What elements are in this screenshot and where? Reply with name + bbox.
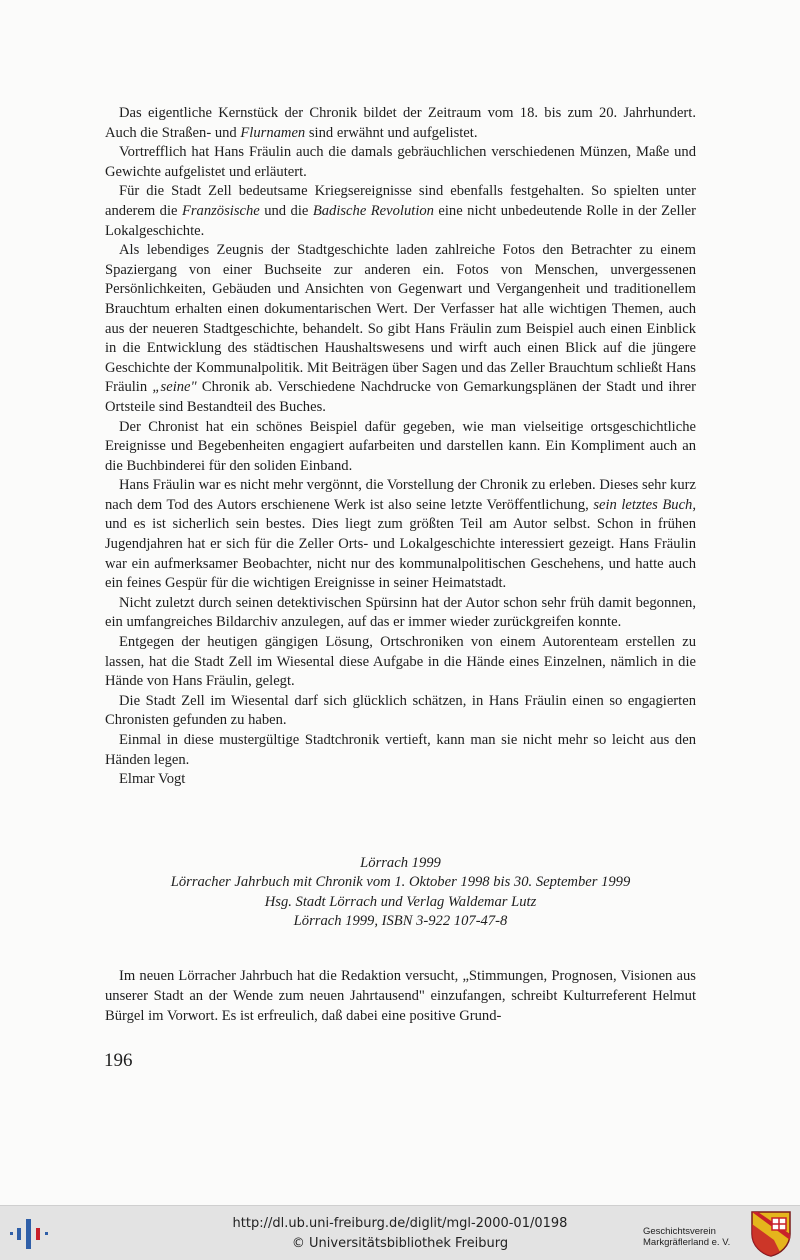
society-line-2: Markgräflerland e. V.	[643, 1237, 731, 1248]
permalink-url[interactable]: http://dl.ub.uni-freiburg.de/diglit/mgl-2000-01/0198	[232, 1216, 568, 1231]
bib-isbn: Lörrach 1999, ISBN 3-922 107-47-8	[293, 913, 508, 930]
viewer-footer	[0, 1205, 800, 1260]
italic-term: Badische Revolution	[312, 202, 434, 219]
italic-term: „seine"	[152, 379, 197, 396]
coat-of-arms-icon	[750, 1210, 792, 1258]
paragraph: Nicht zuletzt durch seinen detektivischen Spürsinn hat der Autor schon sehr früh damit begonnen, ein umfangreiches Bildarchiv anzulegen, auf das er immer wieder zurückgreifen konnte.	[105, 594, 696, 631]
paragraph: Das eigentliche Kernstück der Chronik bildet der Zeitraum vom 18. bis zum 20. Jahrhundert. Auch die Straßen- und Flurnamen sind erwähnt und aufgelistet.	[105, 105, 696, 141]
paragraph: Als lebendiges Zeugnis der Stadtgeschichte laden zahlreiche Fotos den Betrachter zu einem Spaziergang von einer Buchseite zur anderen ein. Fotos von Menschen, unvergessenen Persönlichkeiten, Gebäuden und Ansichten von Gegenwart und Vergangenheit und traditionellem Brauchtum erhalten einen dokumentarischen Wert. Der Verfasser hat alle wichtigen Themen, auch aus der neueren Stadtgeschichte, behandelt. So gibt Hans Fräulin zum Beispiel auch einen Einblick in die Entwicklung des städtischen Haushaltswesens und wirft auch einen Blick auf die jüngere Geschichte der Kommunalpolitik. Mit Beiträgen über Sagen und das Zeller Brauchtum schließt Hans Fräulin „seine" Chronik ab. Verschiedene Nachdrucke von Gemarkungsplänen der Stadt und ihrer Ortsteile sind Bestandteil des Buches.	[105, 242, 696, 415]
copyright-notice: © Universitätsbibliothek Freiburg	[291, 1236, 509, 1251]
bib-subtitle: Lörracher Jahrbuch mit Chronik vom 1. Oktober 1998 bis 30. September 1999	[170, 874, 631, 891]
paragraph: Die Stadt Zell im Wiesental darf sich glücklich schätzen, in Hans Fräulin einen so engagierten Chronisten gefunden zu haben.	[105, 692, 696, 729]
page-number: 196	[104, 1050, 133, 1071]
review-text	[105, 104, 696, 790]
society-name	[643, 1226, 730, 1248]
paragraph: Einmal in diese mustergültige Stadtchronik vertieft, kann man sie nicht mehr so leicht aus den Händen legen.	[105, 732, 696, 768]
paragraph: Der Chronist hat ein schönes Beispiel dafür gegeben, wie man vielseitige ortsgeschichtliche Ereignisse und Begebenheiten engagiert aufarbeiten und darstellen kann. Ein Kompliment auch an die Buchbinderei für den soliden Einband.	[105, 418, 696, 474]
bib-title: Lörrach 1999	[360, 855, 441, 871]
author-signature: Elmar Vogt	[119, 771, 186, 788]
society-line-1: Geschichtsverein	[643, 1226, 716, 1237]
italic-term: sein letztes Buch,	[593, 496, 697, 513]
paragraph: Entgegen der heutigen gängigen Lösung, Ortschroniken von einem Autorenteam erstellen zu lassen, hat die Stadt Zell im Wiesental diese Aufgabe in die Hände eines Einzelnen, nämlich in die Hände von Hans Fräulin, gelegt.	[105, 634, 696, 690]
italic-term: Flurnamen	[240, 124, 306, 141]
bibliography-block	[105, 854, 696, 932]
second-review	[105, 966, 696, 1026]
bib-publisher: Hsg. Stadt Lörrach und Verlag Waldemar Lutz	[264, 893, 537, 910]
paragraph: Vortrefflich hat Hans Fräulin auch die damals gebräuchlichen verschiedenen Münzen, Maße und Gewichte aufgelistet und erläutert.	[105, 144, 696, 180]
paragraph: Hans Fräulin war es nicht mehr vergönnt, die Vorstellung der Chronik zu erleben. Dieses sehr kurz nach dem Tod des Autors erschienene Werk ist also seine letzte Veröffentlichung, sein letztes Buch, und es ist sicherlich sein bestes. Dies liegt zum größten Teil am Autor selbst. Schon in frühen Jugendjahren hat er sich für die Zeller Orts- und Lokalgeschichte interessiert gezeigt. Hans Fräulin war ein aufmerksamer Beobachter, nicht nur des kommunalpolitischen Geschehens, und hatte auch ein feines Gespür für die wichtigen Ereignisse in seiner Heimatstadt.	[105, 477, 697, 592]
italic-term: Französische	[181, 202, 260, 219]
paragraph: Im neuen Lörracher Jahrbuch hat die Redaktion versucht, „Stimmungen, Prognosen, Visionen aus unserer Stadt an der Wende zum neuen Jahrtausend" einzufangen, schreibt Kulturreferent Helmut Bürgel im Vorwort. Es ist erfreulich, daß dabei eine positive Grund-	[105, 968, 696, 1024]
paragraph: Für die Stadt Zell bedeutsame Kriegsereignisse sind ebenfalls festgehalten. So spielten unter anderem die Französische und die Badische Revolution eine nicht unbedeutende Rolle in der Zeller Lokalgeschichte.	[105, 183, 696, 239]
